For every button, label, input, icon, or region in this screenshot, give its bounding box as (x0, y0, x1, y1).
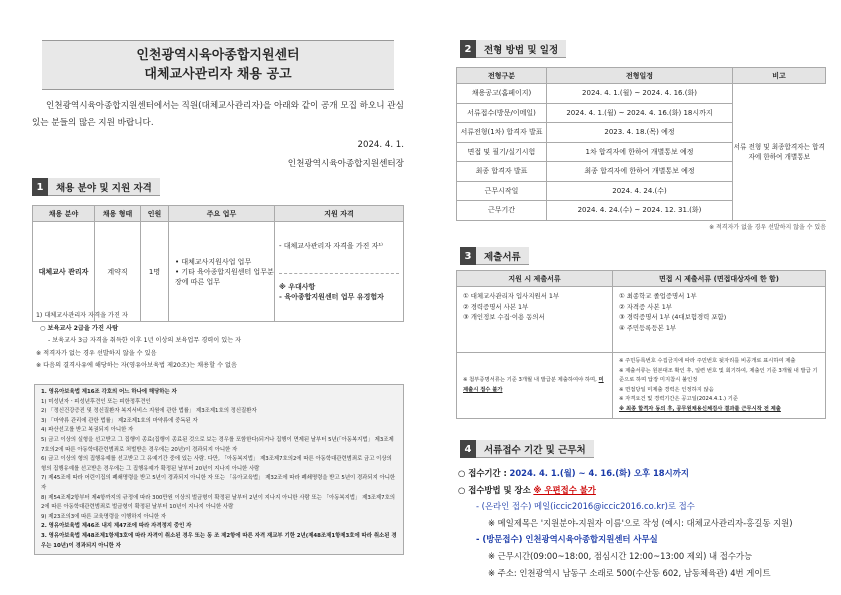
doc-item: ① 대체교사관리자 입사지원서 1부 (463, 292, 560, 300)
online-line[interactable]: - (온라인 접수) 메일(iccic2016@iccic2016.co.kr)로 접수 (476, 501, 695, 512)
submission-info (458, 465, 826, 581)
period-label: ○ 접수기간 : (458, 468, 507, 478)
note-line: ※ 자격요건 및 경력기간은 공고일(2024.4.1.) 기준 (619, 396, 739, 402)
period-line (458, 465, 826, 482)
apply-note-emphasis: 미제출시 접수 불가 (463, 377, 604, 393)
section-number: 4 (460, 440, 476, 458)
schedule-cell: 2024. 4. 24.(수) ~ 2024. 12. 31.(화) (547, 201, 733, 221)
stage-cell: 채용공고(홈페이지) (457, 84, 547, 104)
dq-line: 5) 금고 이상의 실형을 선고받고 그 집행이 종료(집행이 종료된 것으로 보는 경우를 포함한다)되거나 집행이 면제된 날부터 5년(「아동복지법」 제3조제7호의2에 따른 아동학대관련범죄로 처벌받은 경우에는 20년)이 경과되지 아니한 자 (41, 436, 394, 453)
period-value: 2024. 4. 1.(월) ~ 4. 16.(화) 오후 18시까지 (509, 468, 689, 478)
qualification-notes (36, 310, 404, 373)
dq-line: 3) 「마약류 관리에 관한 법률」 제2조제1호의 마약류에 중독된 자 (41, 417, 198, 424)
schedule-cell: 2024. 4. 1.(월) ~ 2024. 4. 16.(화) (547, 84, 733, 104)
schedule-table (456, 67, 826, 221)
col-header: 면접 시 제출서류 (면접대상자에 한 함) (613, 271, 826, 287)
section-label: 전형 방법 및 일정 (476, 40, 566, 58)
stage-cell: 최종 합격자 발표 (457, 162, 547, 182)
dq-line: 6) 금고 이상의 형의 집행유예를 선고받고 그 유예기간 중에 있는 사람. 다만, 「아동복지법」 제3조제7호의2에 따른 아동학대관련범죄로 금고 이상의 형의 집행유예를 선고받은 경우에는 그 집행유예가 확정된 날부터 20년이 지나지 아니한 사람 (41, 456, 392, 472)
stage-cell: 면접 및 필기/실기시험 (457, 142, 547, 162)
section1-header (32, 178, 160, 196)
section4-header (460, 440, 594, 458)
intro-text: 인천광역시육아종합지원센터에서는 직원(대체교사관리자)을 아래와 같이 공개 모집 하오니 관심 있는 분들의 많은 지원 바랍니다. (32, 101, 404, 128)
section-number: 3 (460, 247, 476, 265)
dq-line: 1. 영유아보육법 제16조 각호의 어느 하나에 해당하는 자 (41, 389, 177, 395)
schedule-cell: 최종 합격자에 한하여 개별통보 예정 (547, 162, 733, 182)
dq-line: 1) 미성년자ㆍ피성년후견인 또는 피한정후견인 (41, 398, 151, 405)
dq-line: 3. 영유아보육법 제48조제1항제3호에 따라 자격이 취소된 경우 또는 동 조 제2항에 따른 자격 재교부 기한 2년(제48조제1항제3호에 따라 취소된 경우는 10년)이 경과되지 아니한 자 (41, 532, 397, 549)
qualification-cell (275, 222, 404, 322)
apply-note-cell (457, 353, 613, 419)
stage-cell: 근무시작일 (457, 181, 547, 201)
section-number: 1 (32, 178, 48, 196)
dq-line: 9) 제23조의3에 따른 교육명령을 이행하지 아니한 자 (41, 513, 167, 520)
note-line: ※ 제출서류는 원본대조 확인 후, 일련 번호 및 회기하여, 제출인 기준 3개월 내 발급 기준으로 하며 답장 미지참시 불인정 (619, 367, 818, 383)
note-line: ※ 다음의 결격사유에 해당하는 자(영유아보육법 제20조)는 채용할 수 없음 (36, 362, 237, 369)
col-header: 채용 분야 (33, 206, 95, 222)
note-line: ○ 보육교사 2급을 가진 사람 (40, 324, 119, 332)
duties-cell (169, 222, 275, 322)
signer: 인천광역시육아종합지원센터장 (287, 159, 404, 169)
col-header: 인원 (141, 206, 169, 222)
schedule-footnote: ※ 적격자가 없을 경우 선발하지 않을 수 있음 (709, 224, 826, 231)
note-line: - 보육교사 3급 자격을 취득한 이후 1년 이상의 보육업무 경력이 있는 자 (48, 337, 242, 344)
col-header: 비고 (733, 68, 826, 84)
page-title: 대체교사관리자 채용 공고 (144, 67, 292, 82)
field-cell: 대체교사 관리자 (33, 222, 95, 322)
apply-note: ※ 첨부증명서류는 기준 3개월 내 발급분 제출하여야 하며, (463, 377, 597, 383)
method-line (458, 482, 826, 499)
type-cell: 계약직 (95, 222, 141, 322)
preference-text: - 육아종합지원센터 업무 유경험자 (279, 293, 384, 301)
col-header: 주요 업무 (169, 206, 275, 222)
note-line: ※ 주민등록번호 수집금지에 따라 주민번호 뒷자리를 비공개로 표시하여 제출 (619, 358, 796, 364)
org-name: 인천광역시육아종합지원센터 (136, 48, 300, 63)
section3-header (460, 247, 529, 265)
method-value: ※ 우편접수 불가 (533, 484, 596, 495)
visit-address: ※ 주소: 인천광역시 남동구 소래로 500(수산동 602, 남동체육관) 4번 게이트 (488, 567, 771, 578)
col-header: 지원 자격 (275, 206, 404, 222)
note-line: 1) 대체교사관리자 자격을 가진 자 (36, 312, 128, 319)
interview-note-cell (613, 353, 826, 419)
count-cell: 1명 (141, 222, 169, 322)
schedule-cell: 2024. 4. 1.(월) ~ 2024. 4. 16.(화) 18시까지 (547, 103, 733, 123)
section-label: 채용 분야 및 지원 자격 (48, 178, 160, 196)
note-line: ※ 최종 합격자 동의 후, 공무원채용신체검사 결과를 근무시작 전 제출 (619, 405, 781, 412)
doc-item: ③ 개인정보 수집·이용 동의서 (463, 313, 545, 321)
schedule-cell: 2024. 4. 24.(수) (547, 181, 733, 201)
stage-cell: 서류접수(방문/이메일) (457, 103, 547, 123)
online-note: ※ 메일제목은 '지원분야-지원자 이름'으로 작성 (예시: 대체교사관리자-홍길동 지원) (488, 517, 793, 528)
doc-item: ④ 주민등록등본 1부 (619, 323, 677, 332)
interview-docs-cell (613, 287, 826, 353)
dq-line: 8) 제54조제2항부터 제4항까지의 규정에 따라 300만원 이상의 벌금형이 확정된 날부터 2년이 지나지 아니한 사람 또는 「아동복지법」 제3조제7호의2에 따른 아동학대관련범죄로 벌금형이 확정된 날부터 10년이 지나지 아니한 사람 (41, 494, 396, 511)
recruitment-table (32, 205, 404, 322)
col-header: 채용 형태 (95, 206, 141, 222)
note-line: ※ 적격자가 없는 경우 선발하지 않을 수 있음 (36, 349, 157, 357)
section2-header (460, 40, 566, 58)
schedule-cell: 2023. 4. 18.(목) 예정 (547, 123, 733, 143)
doc-item: ② 경력증명서 사본 1부 (463, 302, 529, 311)
dq-line: 7) 제45조에 따라 어린이집의 폐쇄명령을 받고 5년이 경과되지 아니한 자 또는 「유아교육법」 제32조에 따라 폐쇄명령을 받고 5년이 경과되지 아니한 자 (41, 475, 396, 491)
qualification-text: - 대체교사관리자 자격을 가진 자¹⁾ (279, 241, 399, 274)
visit-line: - (방문접수) 인천광역시육아종합지원센터 사무실 (476, 534, 658, 545)
doc-item: ② 자격증 사본 1부 (619, 302, 672, 311)
stage-cell: 근무기간 (457, 201, 547, 221)
section-number: 2 (460, 40, 476, 58)
note-line: ※ 면접당일 미제출 경력은 인정하지 않음 (619, 386, 714, 393)
dq-line: 2) 「정신건강증진 및 정신질환자 복지서비스 지원에 관한 법률」 제3조제1호의 정신질환자 (41, 408, 257, 415)
dq-line: 4) 파산선고를 받고 복권되지 아니한 자 (41, 427, 134, 434)
duty-item: • 기타 육아종합지원센터 업무분장에 따른 업무 (175, 267, 274, 287)
apply-docs-cell (457, 287, 613, 353)
col-header: 전형일정 (547, 68, 733, 84)
disqualification-box (34, 384, 404, 555)
title-box (42, 40, 394, 90)
col-header: 전형구분 (457, 68, 547, 84)
stage-cell: 서류전형(1차) 합격자 발표 (457, 123, 547, 143)
visit-hours: ※ 근무시간(09:00~18:00, 점심시간 12:00~13:00 제외) 내 접수가능 (488, 550, 753, 561)
section-label: 제출서류 (476, 247, 529, 265)
remark-cell: 서류 전형 및 최종합격자는 합격자에 한하여 개별통보 (733, 84, 826, 221)
col-header: 지원 시 제출서류 (457, 271, 613, 287)
method-label: ○ 접수방법 및 장소 (458, 484, 531, 495)
schedule-cell: 1차 합격자에 한하여 개별통보 예정 (547, 142, 733, 162)
duty-item: • 대체교사지원사업 업무 (175, 257, 274, 267)
doc-item: ① 최종학교 졸업증명서 1부 (619, 292, 697, 300)
dq-line: 2. 영유아보육법 제46조 내지 제47조에 따라 자격정지 중인 자 (41, 523, 192, 530)
doc-item: ③ 경력증명서 1부 (4대보험경력 포함) (619, 313, 727, 321)
preference-title: ※ 우대사항 (279, 283, 316, 291)
section-label: 서류접수 기간 및 근무처 (476, 440, 594, 458)
documents-table (456, 270, 826, 419)
posting-date: 2024. 4. 1. (357, 140, 404, 150)
